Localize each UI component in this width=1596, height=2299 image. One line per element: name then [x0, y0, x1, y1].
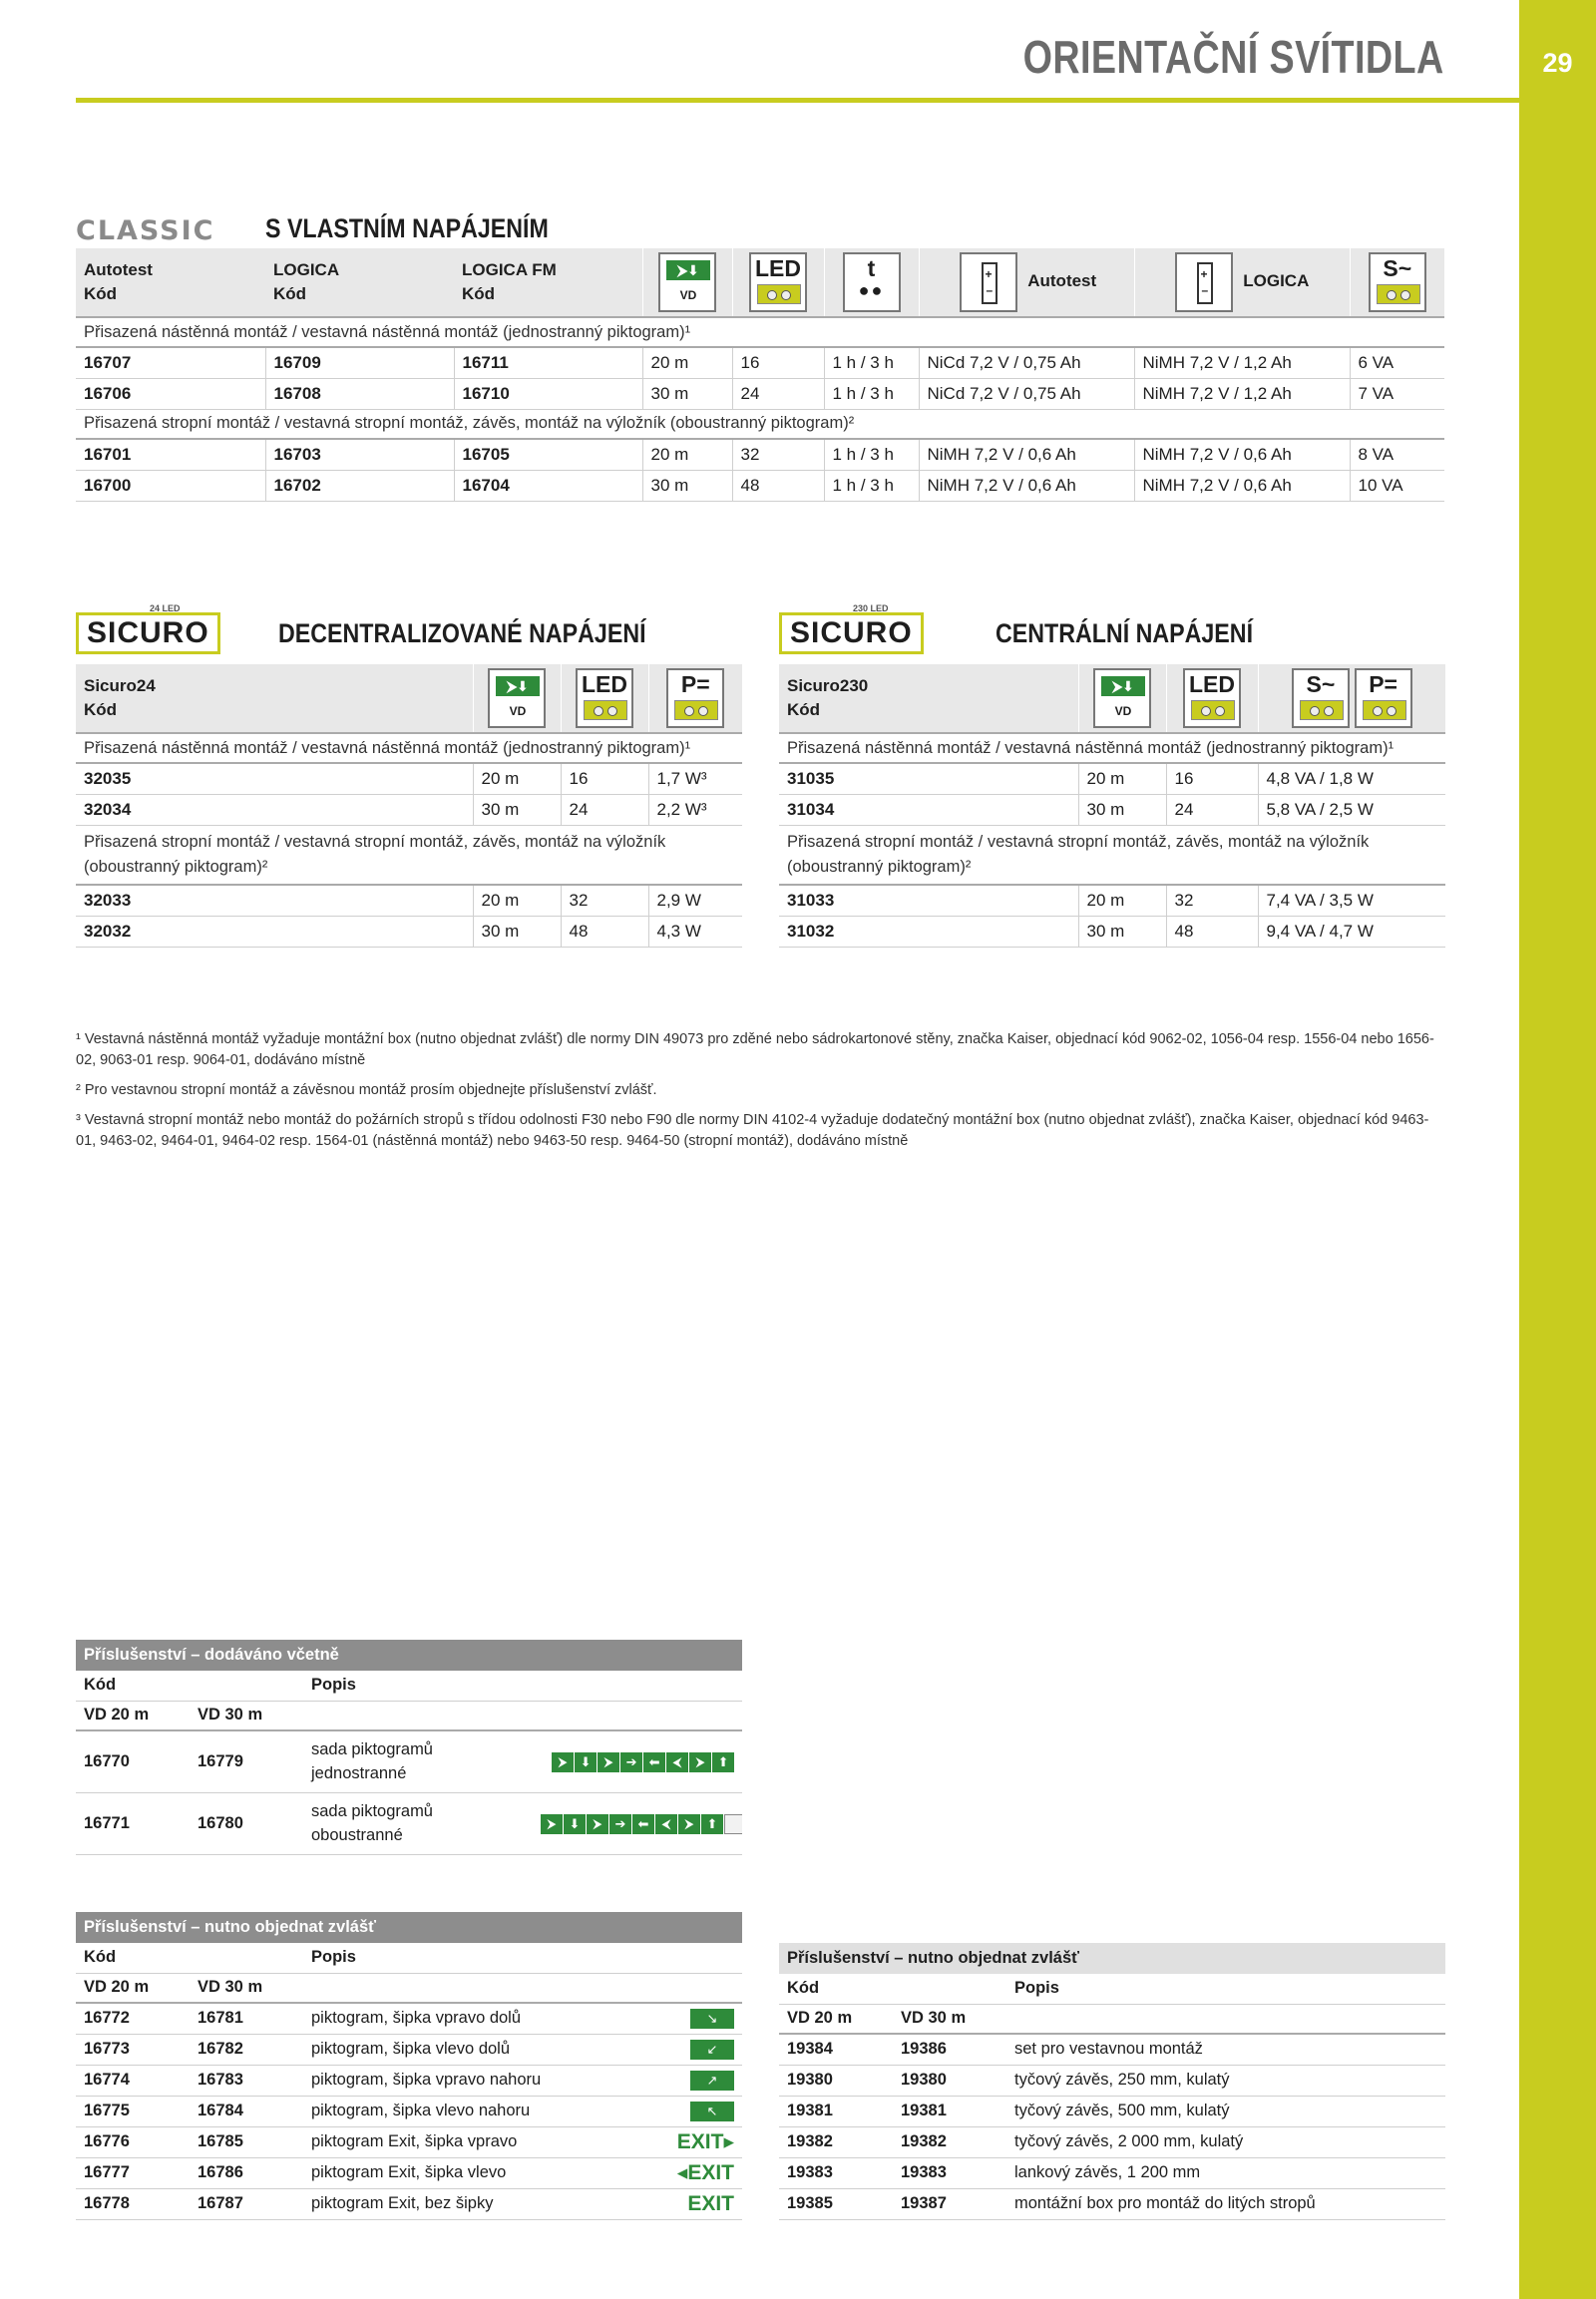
p-power-icon: P= [648, 664, 742, 733]
title-rule [76, 98, 1519, 103]
accessories-order-left-title: Příslušenství – nutno objednat zvlášť [76, 1912, 742, 1943]
classic-header-row [76, 248, 1444, 317]
exit-icon: EXIT [687, 2191, 734, 2215]
sicuro24-logo-sub: 24 LED [150, 603, 181, 613]
sicuro230-section-title: CENTRÁLNÍ NAPÁJENÍ [996, 618, 1254, 648]
table-row: 31033 20 m 32 7,4 VA / 3,5 W [779, 885, 1445, 916]
table-row: 19384 19386 set pro vestavnou montáž [779, 2034, 1445, 2065]
battery-icon [1175, 252, 1233, 312]
pictogram-set-single-icon: ⮞ ⬇ ⮞ ➔ ⬅ ⮜ ⮞ ⬆ [533, 1730, 742, 1792]
table-row: 16700 16702 16704 30 m 48 1 h / 3 h NiMH 7,2 V / 0,6 Ah NiMH 7,2 V / 0,6 Ah 10 VA [76, 470, 1444, 501]
exit-right-icon: EXIT▸ [676, 2130, 734, 2153]
accessories-order-left-table: Příslušenství – nutno objednat zvlášť Kód Popis VD 20 m VD 30 m 16772 16781 piktogram, šipka vpravo dolů ↘ 16773 16782 piktogram, šipka vlevo dolů ↙ 16774 16783 piktogram, šipka vpravo nahoru ↗ 16775 16784 piktogram, šipka vlevo nahoru ↖ 16776 16785 piktogram Exit, šipka vpravo EXIT▸ 16777 16786 piktogram Exit, šipka vlevo ◂EXIT 16778 16787 piktogram Exit, bez šipky EXIT [76, 1912, 742, 2220]
table-row: 19383 19383 lankový závěs, 1 200 mm [779, 2157, 1445, 2188]
table-row: 16778 16787 piktogram Exit, bez šipky EXIT [76, 2188, 742, 2219]
table-row: 16772 16781 piktogram, šipka vpravo dolů ↘ [76, 2003, 742, 2034]
table-row: 16775 16784 piktogram, šipka vlevo nahoru ↖ [76, 2096, 742, 2126]
table-row: 16777 16786 piktogram Exit, šipka vlevo ◂EXIT [76, 2157, 742, 2188]
sicuro230-section-label: Přisazená stropní montáž / vestavná stropní montáž, závěs, montáž na výložník (oboustranný piktogram)² [779, 825, 1445, 885]
classic-logo: CLASSIC [76, 215, 215, 246]
table-row: 16774 16783 piktogram, šipka vpravo nahoru ↗ [76, 2065, 742, 2096]
table-row: 19381 19381 tyčový závěs, 500 mm, kulatý [779, 2096, 1445, 2126]
sicuro24-section-label: Přisazená stropní montáž / vestavná stropní montáž, závěs, montáž na výložník (oboustranný piktogram)² [76, 825, 742, 885]
table-row: 31032 30 m 48 9,4 VA / 4,7 W [779, 916, 1445, 947]
page-number: 29 [1542, 48, 1573, 78]
table-row: 16773 16782 piktogram, šipka vlevo dolů ↙ [76, 2034, 742, 2065]
sicuro230-logo-sub: 230 LED [853, 603, 889, 613]
sicuro24-logo: SICURO [76, 612, 220, 654]
pictogram-vd-icon: ⮞⬇ VD [1078, 664, 1166, 733]
table-row: 31035 20 m 16 4,8 VA / 1,8 W [779, 763, 1445, 794]
footnote-2: ² Pro vestavnou stropní montáž a závěsnou montáž prosím objednejte příslušenství zvlášť. [76, 1082, 657, 1098]
led-icon: LED [732, 248, 824, 317]
accent-side-bar [1519, 0, 1596, 2299]
header-logica-code: LOGICA Kód [265, 248, 454, 317]
table-row: 31034 30 m 24 5,8 VA / 2,5 W [779, 794, 1445, 825]
sicuro24-table [76, 664, 742, 948]
sicuro230-table [779, 664, 1445, 948]
s-power-icon: S~ [1292, 668, 1350, 728]
table-row: 16776 16785 piktogram Exit, šipka vpravo EXIT▸ [76, 2126, 742, 2157]
pictogram-vd-icon: ⮞⬇ VD [473, 664, 561, 733]
table-row: 16707 16709 16711 20 m 16 1 h / 3 h NiCd 7,2 V / 0,75 Ah NiMH 7,2 V / 1,2 Ah 6 VA [76, 347, 1444, 378]
sicuro230-header: Sicuro230 Kód [779, 664, 1078, 733]
sicuro24-header: Sicuro24 Kód [76, 664, 473, 733]
accessories-included-title: Příslušenství – dodáváno včetně [76, 1640, 742, 1671]
p-power-icon: P= [1355, 668, 1412, 728]
s-power-icon: S~ [1350, 248, 1444, 317]
s-p-power-icons [1258, 664, 1445, 733]
table-row: 16701 16703 16705 20 m 32 1 h / 3 h NiMH 7,2 V / 0,6 Ah NiMH 7,2 V / 0,6 Ah 8 VA [76, 439, 1444, 470]
arrow-left-up-icon: ↖ [690, 2102, 734, 2121]
header-logica-fm-code: LOGICA FM Kód [454, 248, 642, 317]
classic-section-title: S VLASTNÍM NAPÁJENÍM [265, 213, 549, 243]
table-row: 19385 19387 montážní box pro montáž do litých stropů [779, 2188, 1445, 2219]
arrow-right-up-icon: ↗ [690, 2071, 734, 2091]
table-row: 16770 16779 sada piktogramů jednostranné ⮞ ⬇ ⮞ ➔ ⬅ ⮜ ⮞ ⬆ [76, 1730, 742, 1792]
sicuro230-section-label: Přisazená nástěnná montáž / vestavná nástěnná montáž (jednostranný piktogram)¹ [779, 733, 1445, 763]
led-icon: LED [1166, 664, 1258, 733]
table-row: 16771 16780 sada piktogramů oboustranné ⮞ ⬇ ⮞ ➔ ⬅ ⮜ ⮞ ⬆ [76, 1792, 742, 1854]
exit-left-icon: ◂EXIT [676, 2161, 734, 2184]
table-row: 32032 30 m 48 4,3 W [76, 916, 742, 947]
footnote-3: ³ Vestavná stropní montáž nebo montáž do požárních stropů s třídou odolnosti F30 nebo F90 dle normy DIN 4102-4 vyžaduje dodatečný montážní box (nutno objednat zvlášť), značka Kaiser, objednací kód 9463-01, 9463-02, 9464-01, 9464-02 resp. 1564-01 (nástěnná montáž) nebo 9463-50 resp. 9464-50 (stropní montáž), dodáváno místně [76, 1112, 1429, 1149]
led-icon: LED [561, 664, 648, 733]
footnotes [76, 1029, 1442, 1161]
sicuro230-logo: SICURO [779, 612, 924, 654]
sicuro24-section-label: Přisazená nástěnná montáž / vestavná nástěnná montáž (jednostranný piktogram)¹ [76, 733, 742, 763]
sicuro24-section-title: DECENTRALIZOVANÉ NAPÁJENÍ [278, 618, 646, 648]
arrow-left-down-icon: ↙ [690, 2040, 734, 2060]
classic-section-label: Přisazená nástěnná montáž / vestavná nástěnná montáž (jednostranný piktogram)¹ [76, 317, 1444, 347]
footnote-1: ¹ Vestavná nástěnná montáž vyžaduje montážní box (nutno objednat zvlášť) dle normy DIN 49073 pro zděné nebo sádrokartonové stěny, značka Kaiser, objednací kód 9062-02, 1056-04 resp. 1556-04 nebo 1656-02, 9063-01 resp. 9064-01, dodáváno místně [76, 1031, 1434, 1068]
logica-battery-header: + – LOGICA [1134, 248, 1350, 317]
table-row: 32035 20 m 16 1,7 W³ [76, 763, 742, 794]
battery-icon [960, 252, 1017, 312]
header-autotest-code: Autotest Kód [76, 248, 265, 317]
accessories-order-right-table: Příslušenství – nutno objednat zvlášť Kód Popis VD 20 m VD 30 m 19384 19386 set pro vestavnou montáž 19380 19380 tyčový závěs, 250 mm, kulatý 19381 19381 tyčový závěs, 500 mm, kulatý 19382 19382 tyčový závěs, 2 000 mm, kulatý 19383 19383 lankový závěs, 1 200 mm 19385 19387 montážní box pro montáž do litých stropů [779, 1943, 1445, 2220]
table-row: 19380 19380 tyčový závěs, 250 mm, kulatý [779, 2065, 1445, 2096]
pictogram-set-double-icon: ⮞ ⬇ ⮞ ➔ ⬅ ⮜ ⮞ ⬆ [533, 1792, 742, 1854]
table-row: 16706 16708 16710 30 m 24 1 h / 3 h NiCd 7,2 V / 0,75 Ah NiMH 7,2 V / 1,2 Ah 7 VA [76, 378, 1444, 409]
page-title: ORIENTAČNÍ SVÍTIDLA [1022, 31, 1444, 83]
table-row: 32034 30 m 24 2,2 W³ [76, 794, 742, 825]
timer-icon: t ●● [824, 248, 919, 317]
accessories-included-table: Příslušenství – dodáváno včetně Kód Popis VD 20 m VD 30 m 16770 16779 sada piktogramů jednostranné ⮞ ⬇ ⮞ ➔ ⬅ ⮜ ⮞ ⬆ 16771 16780 sada piktogramů oboustranné ⮞ ⬇ ⮞ ➔ ⬅ ⮜ ⮞ ⬆ [76, 1640, 742, 1855]
arrow-right-down-icon: ↘ [690, 2009, 734, 2029]
classic-section-label: Přisazená stropní montáž / vestavná stropní montáž, závěs, montáž na výložník (oboustranný piktogram)² [76, 409, 1444, 439]
pictogram-vd-icon: ⮞⬇ VD [642, 248, 732, 317]
table-row: 32033 20 m 32 2,9 W [76, 885, 742, 916]
autotest-battery-header: + – Autotest [919, 248, 1134, 317]
classic-table [76, 248, 1444, 502]
accessories-order-right-title: Příslušenství – nutno objednat zvlášť [779, 1943, 1445, 1974]
table-row: 19382 19382 tyčový závěs, 2 000 mm, kulatý [779, 2126, 1445, 2157]
